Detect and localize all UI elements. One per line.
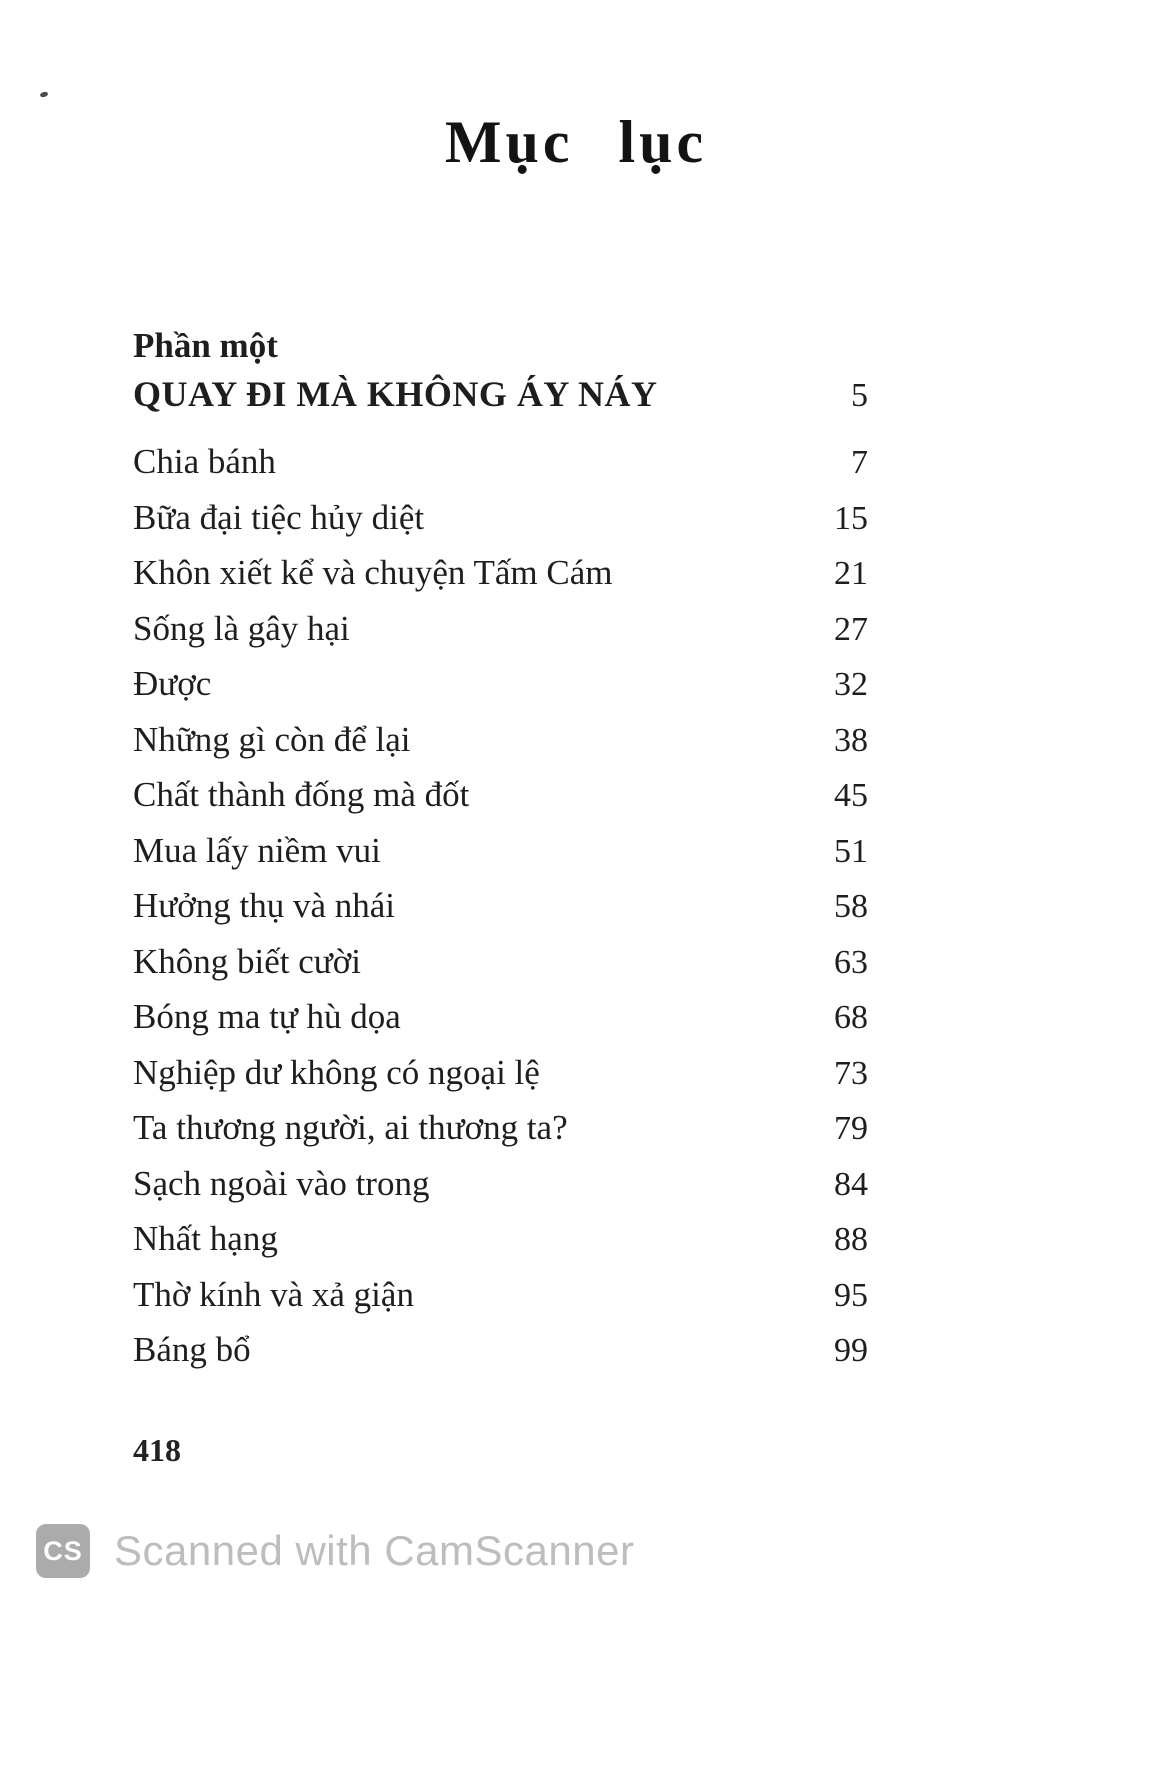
toc-entry-page-number: 45 [834,777,868,814]
page-title: Mục lục [444,109,708,175]
toc-entry-page-number: 51 [834,832,868,870]
toc-entry-row [133,1108,868,1164]
toc-entry-page-number: 32 [834,666,868,703]
toc-entry-row [133,609,868,665]
toc-entry-row [133,997,868,1053]
camscanner-logo-icon: CS [36,1524,90,1578]
toc-entry-row [133,720,868,776]
toc-entry-page-number: 84 [834,1165,868,1203]
toc-entry-page-number: 38 [834,721,868,759]
toc-entry-page-number: 15 [834,499,868,537]
toc-entry-title: Hưởng thụ và nhái [133,886,396,925]
toc-part-row [133,373,868,428]
camscanner-footer [36,1524,634,1578]
toc-entry-page-number: 27 [834,610,868,648]
toc-entry-title: Thờ kính và xả giận [133,1274,414,1314]
toc-entry-title: Bữa đại tiệc hủy diệt [133,497,425,537]
toc-entry-page-number: 73 [834,1054,868,1092]
toc-entry-title: Báng bổ [133,1330,251,1369]
toc-entry-row [133,942,868,998]
toc-entry-row [133,1330,868,1386]
toc-entry-page-number: 58 [834,888,868,925]
toc-entry-page-number: 7 [851,444,868,481]
toc-entry-row [133,498,868,554]
table-of-contents [133,318,868,1386]
toc-entry-page-number: 63 [834,943,868,981]
toc-entry-title: Bóng ma tự hù dọa [133,997,401,1036]
part-title: QUAY ĐI MÀ KHÔNG ÁY NÁY [133,374,658,414]
toc-entry-row [133,553,868,609]
book-page-number: 418 [133,1432,181,1468]
scan-artifact-dot [39,91,48,98]
toc-entry-page-number: 99 [834,1332,868,1369]
part-page-number: 5 [851,377,868,414]
toc-entry-title: Sạch ngoài vào trong [133,1163,430,1203]
toc-entry-page-number: 79 [834,1110,868,1147]
toc-entry-title: Chất thành đống mà đốt [133,775,470,814]
toc-entry-page-number: 68 [834,999,868,1036]
part-label: Phần một [133,325,278,365]
toc-entry-title: Những gì còn để lại [133,719,411,759]
camscanner-label: Scanned with CamScanner [114,1527,635,1574]
toc-entry-row [133,1275,868,1331]
toc-entry-title: Mua lấy niềm vui [133,830,381,870]
toc-entry-title: Ta thương người, ai thương ta? [133,1108,568,1147]
toc-part-section [133,318,868,428]
toc-entry-page-number: 88 [834,1221,868,1258]
toc-entry-row [133,886,868,942]
toc-entry-row [133,1053,868,1109]
toc-entry-row [133,1164,868,1220]
toc-entry-title: Được [133,664,212,703]
toc-entry-title: Chia bánh [133,442,276,481]
toc-entry-title: Nghiệp dư không có ngoại lệ [133,1052,540,1092]
toc-entry-row [133,664,868,720]
toc-entry-row [133,442,868,498]
toc-entry-row [133,1219,868,1275]
toc-entries [133,442,868,1386]
toc-entry-title: Khôn xiết kể và chuyện Tấm Cám [133,553,613,592]
toc-entry-title: Sống là gây hại [133,608,350,648]
toc-entry-row [133,775,868,831]
toc-entry-page-number: 21 [834,555,868,592]
toc-entry-row [133,831,868,887]
toc-entry-page-number: 95 [834,1276,868,1314]
toc-entry-title: Không biết cười [133,941,361,981]
toc-entry-title: Nhất hạng [133,1219,278,1258]
